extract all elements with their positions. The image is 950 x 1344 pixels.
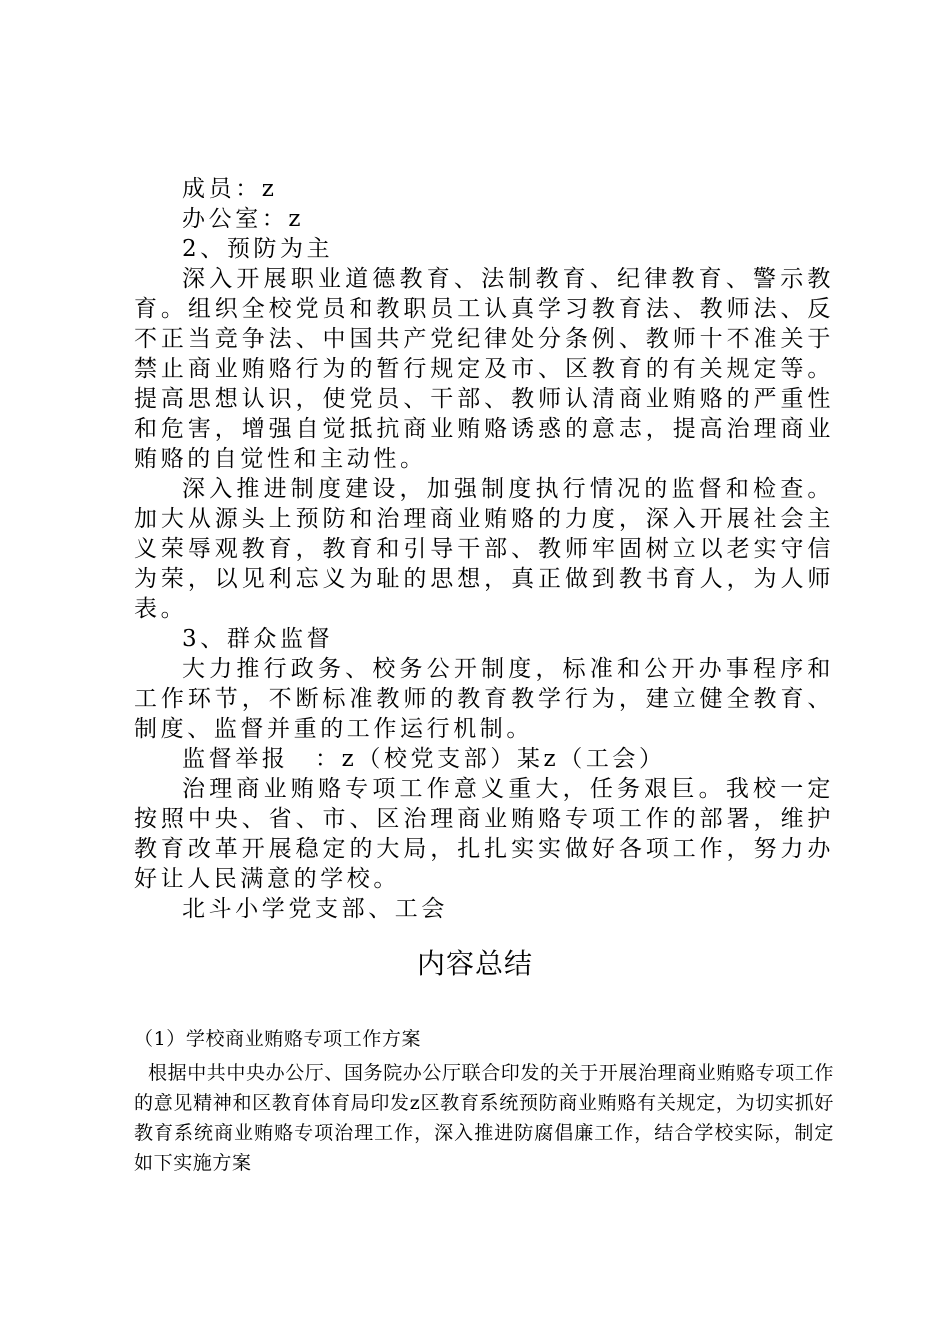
office-line: 办公室：z	[182, 206, 305, 232]
summary-section	[134, 1024, 834, 1178]
members-line: 成员：z	[182, 176, 278, 202]
paragraph-system-building: 深入推进制度建设，加强制度执行情况的监督和检查。加大从源头上预防和治理商业贿赂的力度，深入开展社会主义荣辱观教育，教育和引导干部、教师牢固树立以老实守信为荣，以见利忘义为耻的思想，真正做到教书育人，为人师表。	[134, 476, 834, 622]
paragraph-openness: 大力推行政务、校务公开制度，标准和公开办事程序和工作环节，不断标准教师的教育教学行为，建立健全教育、制度、监督并重的工作运行机制。	[134, 656, 834, 742]
summary-item-heading: （1）学校商业贿赂专项工作方案	[134, 1028, 422, 1050]
signature: 北斗小学党支部、工会	[182, 896, 448, 922]
report-contacts: 监督举报 ：z（校党支部）某z（工会）	[182, 746, 666, 772]
paragraph-conclusion: 治理商业贿赂专项工作意义重大，任务艰巨。我校一定按照中央、省、市、区治理商业贿赂专项工作的部署，维护教育改革开展稳定的大局，扎扎实实做好各项工作，努力办好让人民满意的学校。	[134, 776, 834, 892]
summary-item-text: 根据中共中央办公厅、国务院办公厅联合印发的关于开展治理商业贿赂专项工作的意见精神和区教育体育局印发z区教育系统预防商业贿赂有关规定，为切实抓好教育系统商业贿赂专项治理工作，深入推进防腐倡廉工作，结合学校实际，制定如下实施方案	[134, 1062, 835, 1174]
paragraph-education: 深入开展职业道德教育、法制教育、纪律教育、警示教育。组织全校党员和教职员工认真学习教育法、教师法、反不正当竞争法、中国共产党纪律处分条例、教师十不准关于禁止商业贿赂行为的暂行规定及市、区教育的有关规定等。提高思想认识，使党员、干部、教师认清商业贿赂的严重性和危害，增强自觉抵抗商业贿赂诱惑的意志，提高治理商业贿赂的自觉性和主动性。	[134, 266, 834, 472]
summary-title: 内容总结	[416, 947, 533, 980]
section-heading-prevention: 2、预防为主	[182, 236, 334, 262]
document-body	[134, 174, 834, 924]
section-heading-supervision: 3、群众监督	[182, 626, 334, 652]
